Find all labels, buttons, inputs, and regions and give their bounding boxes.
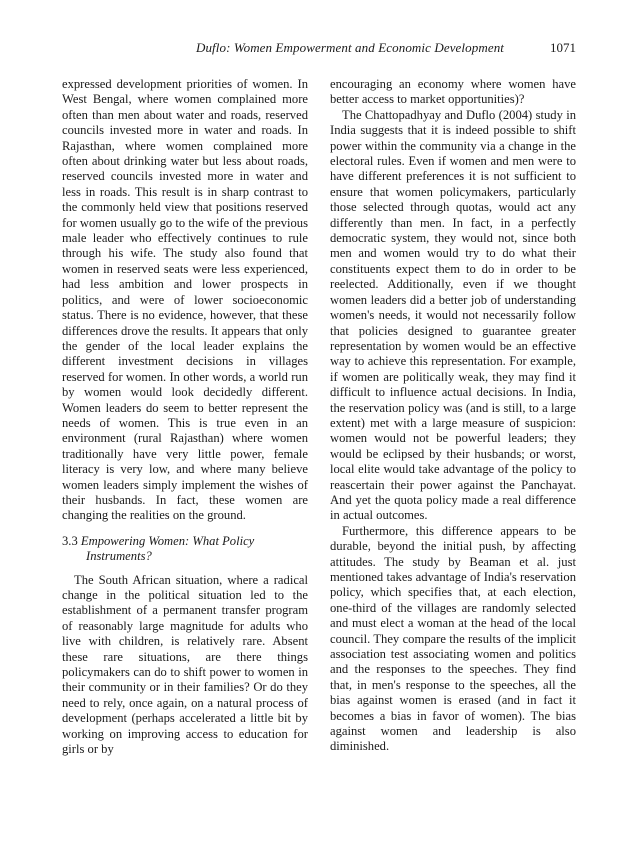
section-title-line-1: Empowering Women: What Policy [80,533,255,548]
page-number: 1071 [550,40,576,55]
right-paragraph-1: encouraging an economy where women have better access to market opportunities)? [330,77,576,107]
left-column [62,77,308,757]
section-title-line-2: Instruments? [86,549,152,564]
left-paragraph-1: expressed development priorities of women. In West Bengal, where women complained more often than men about water and roads, reserved councils invested more in water and roads. In Rajasthan, where women complained more often about drinking water but less about roads, reserved councils invested more in water and less in roads. This result is in sharp contrast to the commonly held view that positions reserved for women usually go to the wife of the previous male leader who effectively continues to rule through his wife. The study also found that women in reserved seats were less experienced, had less ambition and lower prospects in politics, and were of lower socioeconomic status. There is no evidence, however, that these differences drove the results. It appears that only the gender of the local leader explains the different investment decisions in villages reserved for women. In other words, a world run by women would look decidedly different. Women leaders do seem to better represent the needs of women. This is true even in an environment (rural Rajasthan) where women traditionally have very little power, female literacy is very low, and where many believe women leaders simply implement the wishes of their husbands. In fact, these women are changing the realities on the ground. [62,77,308,523]
section-number: 3.3 [62,533,78,548]
section-heading [62,534,308,565]
right-paragraph-3: Furthermore, this difference appears to be durable, beyond the initial push, by affecting attitudes. The study by Beaman et al. just mentioned takes advantage of India's reservation policy, which specifies that, at each election, one-third of the villages are randomly selected and must elect a woman at the head of the local council. They compare the results of the implicit association test associating women and politics and the responses to the speeches. They find that, in men's response to the speeches, all the bias against women is erased (and in fact it becomes a bias in favor of women). The bias against women and leadership is also diminished. [330,523,576,754]
left-paragraph-2: The South African situation, where a radical change in the political situation led to the establishment of a permanent transfer program of reasonably large magnitude for adults who live with children, is relatively rare. Absent these rare situations, are there things policymakers can do to shift power to women in their community or in their families? Or do they need to rely, once again, on a natural process of development (perhaps accelerated a little bit by working on improving access to education for girls or by [62,572,308,757]
right-column [330,77,576,755]
right-paragraph-2: The Chattopadhyay and Duflo (2004) study in India suggests that it is indeed possible to shift power within the community via a change in the electoral rules. Even if women and men were to have different preferences it is not sufficient to ensure that women policymakers, particularly those selected through quotas, would act any differently than men. In fact, in a perfectly democratic system, they would not, since both men and women would try to do what their constituents expect them to do in order to be reelected. Additionally, even if we thought women leaders did a better job of understanding women's needs, it would not necessarily follow that policies designed to guarantee greater representation by women would be an effective way to achieve this representation. For example, if women are politically weak, they may find it difficult to influence actual decisions. In India, the reservation policy was (and is still, to a large extent) met with a large measure of suspicion: women would not be powerful leaders; they would be eclipsed by their husbands; or worst, local elite would take advantage of the policy to reascertain their power against the Panchayat. And yet the quota policy made a real difference in actual outcomes. [330,107,576,523]
running-head: Duflo: Women Empowerment and Economic Development [195,40,505,55]
